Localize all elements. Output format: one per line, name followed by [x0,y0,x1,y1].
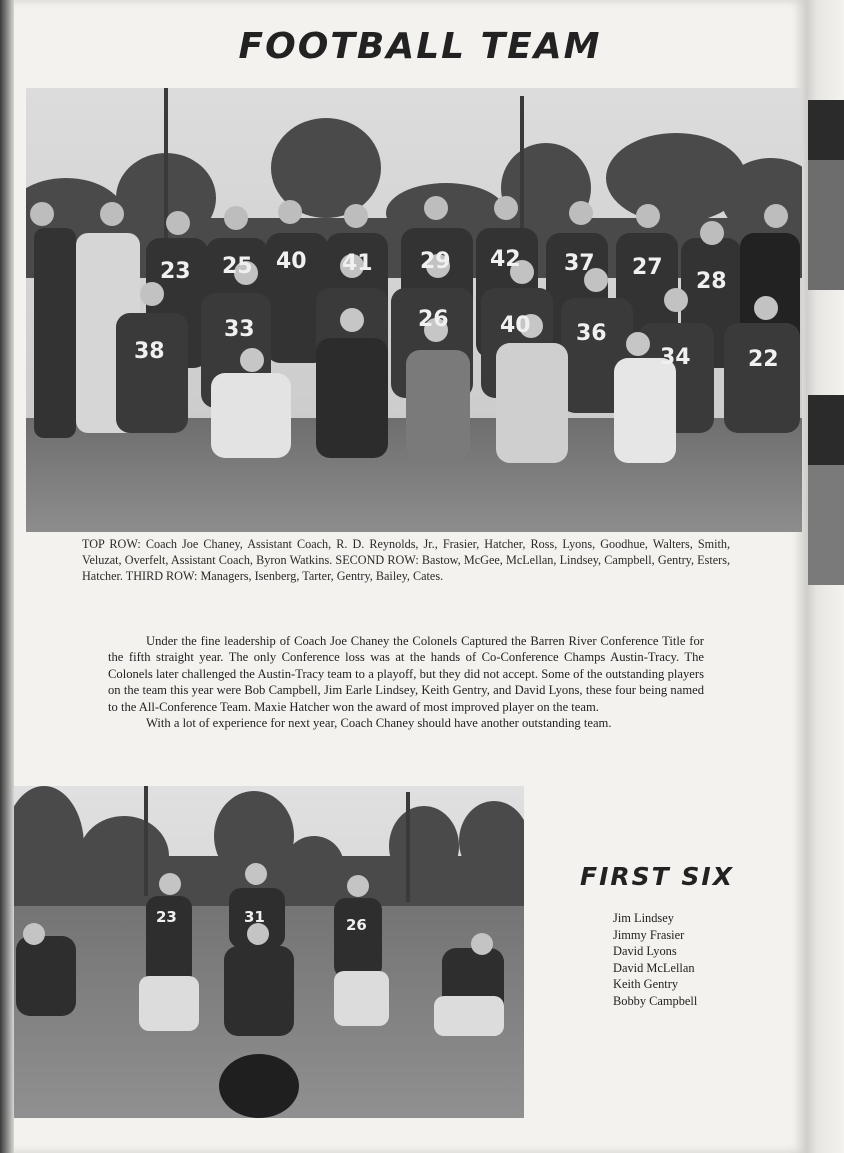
roster-item: David McLellan [613,960,695,975]
team-photo [26,88,802,532]
jersey-number: 27 [632,255,663,280]
summary-paragraph: With a lot of experience for next year, Coach Chaney should have another outstanding team. [146,716,612,731]
roster-item: Bobby Campbell [613,993,698,1008]
page-edge-mark [808,160,844,290]
page-title: FOOTBALL TEAM [238,26,602,67]
jersey-number: 37 [564,251,595,276]
roster-item: David Lyons [613,944,677,958]
first-six-roster [613,910,773,1009]
jersey-number: 23 [156,908,177,926]
first-six-heading: FIRST SIX [580,862,734,891]
first-six-photo [14,786,524,1118]
page-edge-mark [808,395,844,465]
roster-item: Jim Lindsey [613,911,674,925]
season-summary [108,633,704,731]
jersey-number: 26 [418,307,449,332]
jersey-number: 28 [696,269,727,294]
jersey-number: 26 [346,916,367,934]
jersey-number: 42 [490,247,521,272]
jersey-number: 23 [160,259,191,284]
summary-paragraph: Under the fine leadership of Coach Joe Chaney the Colonels Captured the Barren River Conference Title for the fifth straight year. The only Conference loss was at the hands of Co-Conference Champs Austin-Tracy. The Colonels later challenged the Austin-Tracy team to a playoff, but they did not accept. Some of the outstanding players on the team this year were Bob Campbell, Jim Earle Lindsey, Keith Gentry, and David Lyons, these four being named to the All-Conference Team. Maxie Hatcher won the award of most improved player on the team. [108,634,704,714]
jersey-number: 41 [342,251,373,276]
team-photo-caption: TOP ROW: Coach Joe Chaney, Assistant Coach, R. D. Reynolds, Jr., Frasier, Hatcher, Ross, Lyons, Goodhue, Walters, Smith, Veluzat, Overfelt, Assistant Coach, Byron Watkins. SECOND ROW: Bastow, McGee, McLellan, Lindsey, Campbell, Gentry, Esters, Hatcher. THIRD ROW: Managers, Isenberg, Tarter, Gentry, Bailey, Cates. [82,537,730,583]
page-binding [0,0,14,1153]
jersey-number: 25 [222,254,253,279]
jersey-number: 31 [244,908,265,926]
jersey-number: 34 [660,345,691,370]
jersey-number: 33 [224,317,255,342]
page-edge-mark [808,465,844,585]
jersey-number: 29 [420,249,451,274]
roster-item: Keith Gentry [613,977,679,991]
roster-item: Jimmy Frasier [613,927,685,942]
page-edge-mark [808,100,844,160]
jersey-number: 40 [276,249,307,274]
jersey-number: 22 [748,347,779,372]
jersey-number: 36 [576,321,607,346]
jersey-number: 38 [134,339,165,364]
jersey-number: 40 [500,313,531,338]
